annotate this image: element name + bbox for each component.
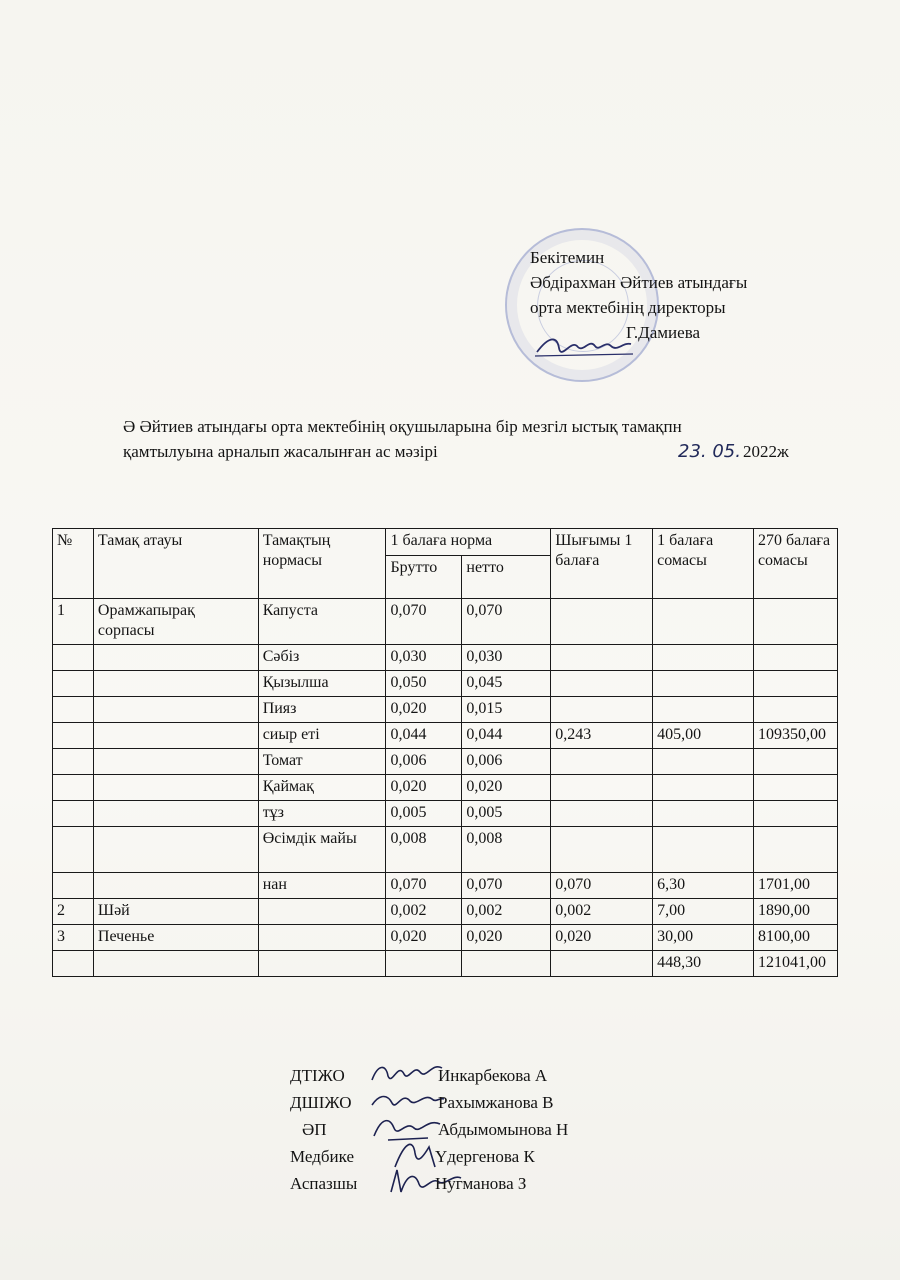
table-cell-dish — [93, 873, 258, 899]
table-cell-norm — [258, 899, 386, 925]
table-cell-dish — [93, 671, 258, 697]
table-cell-brutto: 0,008 — [386, 827, 462, 873]
table-cell-yield — [551, 801, 653, 827]
table-cell-num — [53, 951, 94, 977]
menu-title-line-2 — [123, 439, 843, 464]
table-cell-price-270 — [753, 645, 837, 671]
table-cell-price-270: 1890,00 — [753, 899, 837, 925]
table-cell-netto: 0,044 — [462, 723, 551, 749]
table-cell-norm: Қызылша — [258, 671, 386, 697]
table-cell-price-270: 8100,00 — [753, 925, 837, 951]
table-cell-netto: 0,002 — [462, 899, 551, 925]
table-cell-price-270 — [753, 775, 837, 801]
table-cell-norm — [258, 925, 386, 951]
table-cell-num: 3 — [53, 925, 94, 951]
table-cell-price-one — [653, 671, 754, 697]
header-num: № — [53, 529, 94, 599]
table-cell-yield — [551, 749, 653, 775]
director-name: Г.Дамиева — [626, 323, 701, 342]
table-cell-dish — [93, 723, 258, 749]
table-cell-norm: Томат — [258, 749, 386, 775]
table-cell-num — [53, 671, 94, 697]
table-cell-num — [53, 827, 94, 873]
header-per-child-norm: 1 балаға норма — [386, 529, 551, 556]
table-row — [53, 801, 838, 827]
table-cell-dish — [93, 749, 258, 775]
table-cell-dish: Печенье — [93, 925, 258, 951]
table-cell-netto: 0,020 — [462, 775, 551, 801]
table-cell-norm: нан — [258, 873, 386, 899]
table-cell-netto: 0,006 — [462, 749, 551, 775]
signer-role: ӘП — [302, 1120, 327, 1139]
table-cell-netto: 0,020 — [462, 925, 551, 951]
table-cell-yield — [551, 775, 653, 801]
table-cell-dish: Шәй — [93, 899, 258, 925]
table-cell-yield: 0,020 — [551, 925, 653, 951]
signer-role: ДТІЖО — [290, 1066, 345, 1085]
table-cell-netto: 0,008 — [462, 827, 551, 873]
header-price-270: 270 балаға сомасы — [753, 529, 837, 599]
table-header-row — [53, 529, 838, 556]
table-cell-norm: Сәбіз — [258, 645, 386, 671]
table-cell-price-270 — [753, 749, 837, 775]
table-cell-price-one: 30,00 — [653, 925, 754, 951]
table-cell-dish — [93, 801, 258, 827]
table-row — [53, 827, 838, 873]
table-cell-price-one — [653, 645, 754, 671]
header-yield: Шығымы 1 балаға — [551, 529, 653, 599]
table-cell-dish — [93, 951, 258, 977]
signer-role: ДШІЖО — [290, 1093, 352, 1112]
table-cell-yield — [551, 645, 653, 671]
table-cell-norm: Қаймақ — [258, 775, 386, 801]
signer-role: Медбике — [290, 1147, 354, 1166]
table-cell-yield — [551, 697, 653, 723]
menu-year: 2022ж — [742, 442, 789, 461]
table-cell-price-one: 7,00 — [653, 899, 754, 925]
table-cell-brutto: 0,020 — [386, 925, 462, 951]
header-price-one: 1 балаға сомасы — [653, 529, 754, 599]
table-row — [53, 899, 838, 925]
table-cell-netto: 0,045 — [462, 671, 551, 697]
table-row — [53, 749, 838, 775]
table-row — [53, 723, 838, 749]
table-cell-price-one: 6,30 — [653, 873, 754, 899]
table-cell-price-one — [653, 749, 754, 775]
signer-name: Инкарбекова А — [438, 1066, 548, 1085]
table-cell-brutto: 0,020 — [386, 697, 462, 723]
header-netto: нетто — [462, 556, 551, 599]
menu-title — [123, 414, 843, 464]
menu-date — [678, 439, 789, 464]
table-cell-yield: 0,002 — [551, 899, 653, 925]
menu-title-line-2-text: қамтылуына арналып жасалынған ас мәзірі — [123, 442, 438, 461]
table-cell-norm: Өсімдік майы — [258, 827, 386, 873]
table-cell-netto: 0,015 — [462, 697, 551, 723]
director-signature — [535, 330, 635, 362]
table-cell-yield: 0,243 — [551, 723, 653, 749]
table-row — [53, 599, 838, 645]
table-cell-price-one — [653, 697, 754, 723]
table-row — [53, 951, 838, 977]
table-cell-netto: 0,070 — [462, 599, 551, 645]
table-cell-price-one: 405,00 — [653, 723, 754, 749]
table-cell-brutto: 0,044 — [386, 723, 462, 749]
table-cell-brutto: 0,070 — [386, 599, 462, 645]
table-cell-brutto: 0,006 — [386, 749, 462, 775]
approval-position: орта мектебінің директоры — [530, 298, 726, 317]
table-cell-brutto: 0,020 — [386, 775, 462, 801]
header-brutto: Брутто — [386, 556, 462, 599]
header-norm: Тамақтың нормасы — [258, 529, 386, 599]
table-cell-price-one — [653, 801, 754, 827]
table-cell-num: 1 — [53, 599, 94, 645]
table-cell-num — [53, 801, 94, 827]
table-cell-price-one — [653, 775, 754, 801]
table-row — [53, 925, 838, 951]
table-cell-dish — [93, 775, 258, 801]
menu-table — [52, 528, 838, 977]
table-row — [53, 775, 838, 801]
table-cell-dish: Орамжапырақ сорпасы — [93, 599, 258, 645]
signer-name: Үдергенова К — [435, 1147, 535, 1166]
table-cell-price-one — [653, 599, 754, 645]
table-cell-num — [53, 749, 94, 775]
table-cell-price-270 — [753, 671, 837, 697]
table-cell-num — [53, 775, 94, 801]
table-cell-price-one: 448,30 — [653, 951, 754, 977]
table-cell-brutto: 0,005 — [386, 801, 462, 827]
table-row — [53, 697, 838, 723]
table-cell-yield — [551, 671, 653, 697]
table-cell-yield: 0,070 — [551, 873, 653, 899]
table-cell-yield — [551, 951, 653, 977]
table-cell-dish — [93, 645, 258, 671]
signer-role: Аспазшы — [290, 1174, 358, 1193]
table-cell-price-270 — [753, 827, 837, 873]
table-row — [53, 645, 838, 671]
table-cell-yield — [551, 599, 653, 645]
table-cell-norm: сиыр еті — [258, 723, 386, 749]
table-cell-norm: тұз — [258, 801, 386, 827]
table-cell-num — [53, 645, 94, 671]
table-cell-brutto: 0,070 — [386, 873, 462, 899]
table-cell-brutto: 0,050 — [386, 671, 462, 697]
table-cell-num — [53, 697, 94, 723]
table-row — [53, 671, 838, 697]
table-cell-norm — [258, 951, 386, 977]
table-cell-brutto — [386, 951, 462, 977]
approval-school-name: Әбдірахман Әйтиев атындағы — [530, 273, 748, 292]
signer-name: Рахымжанова В — [438, 1093, 554, 1112]
table-cell-num — [53, 723, 94, 749]
table-cell-price-270 — [753, 801, 837, 827]
signer-name: Нугманова З — [435, 1174, 527, 1193]
table-cell-price-270: 121041,00 — [753, 951, 837, 977]
table-cell-yield — [551, 827, 653, 873]
header-dish: Тамақ атауы — [93, 529, 258, 599]
table-cell-price-270 — [753, 697, 837, 723]
menu-title-line-1: Ә Әйтиев атындағы орта мектебінің оқушыларына бір мезгіл ыстық тамақпн — [123, 417, 682, 436]
table-cell-price-270: 1701,00 — [753, 873, 837, 899]
table-cell-netto: 0,070 — [462, 873, 551, 899]
signer-name: Абдымомынова Н — [438, 1120, 569, 1139]
handwritten-date: 23. 05. — [678, 441, 741, 462]
table-cell-num: 2 — [53, 899, 94, 925]
table-cell-netto — [462, 951, 551, 977]
table-cell-netto: 0,030 — [462, 645, 551, 671]
table-cell-brutto: 0,002 — [386, 899, 462, 925]
table-cell-price-270: 109350,00 — [753, 723, 837, 749]
table-cell-netto: 0,005 — [462, 801, 551, 827]
table-cell-num — [53, 873, 94, 899]
table-cell-dish — [93, 697, 258, 723]
approval-heading: Бекітемин — [530, 248, 605, 267]
table-cell-norm: Пияз — [258, 697, 386, 723]
table-cell-price-one — [653, 827, 754, 873]
table-cell-price-270 — [753, 599, 837, 645]
table-cell-dish — [93, 827, 258, 873]
table-row — [53, 873, 838, 899]
table-cell-brutto: 0,030 — [386, 645, 462, 671]
table-cell-norm: Капуста — [258, 599, 386, 645]
